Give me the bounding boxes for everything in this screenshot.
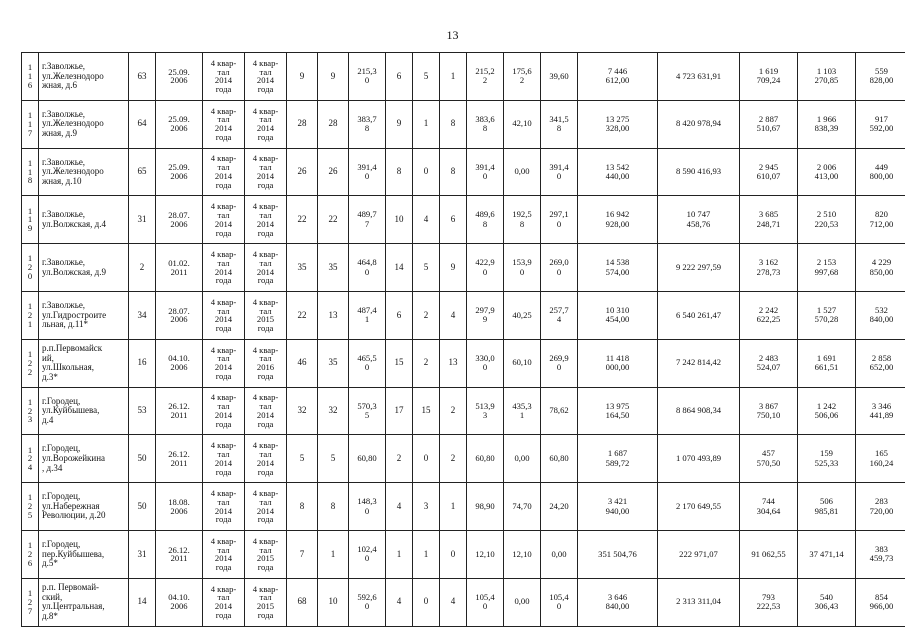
cell-regional-share: 3 867 750,10 bbox=[740, 387, 798, 435]
cell-rooms-private: 8 bbox=[440, 100, 467, 148]
cell-cost-total: 1 687 589,72 bbox=[578, 435, 658, 483]
cell-residents-relocated: 28 bbox=[318, 100, 349, 148]
cell-residents-total: 32 bbox=[287, 387, 318, 435]
cell-area-private: 105,4 0 bbox=[541, 578, 578, 626]
cell-fund-share: 10 747 458,76 bbox=[658, 196, 740, 244]
cell-regional-share: 2 242 622,25 bbox=[740, 291, 798, 339]
cell-area-relocated: 215,2 2 bbox=[467, 53, 504, 101]
cell-area-total: 215,3 0 bbox=[349, 53, 386, 101]
cell-municipal-share: 159 525,33 bbox=[798, 435, 856, 483]
cell-end-quarter: 4 квар- тал 2014 года bbox=[245, 196, 287, 244]
cell-address: г.Заволжье, ул.Волжская, д.9 bbox=[39, 244, 129, 292]
cell-rooms-total: 6 bbox=[386, 53, 413, 101]
cell-area-municipal: 435,3 1 bbox=[504, 387, 541, 435]
cell-fund-share: 2 313 311,04 bbox=[658, 578, 740, 626]
cell-fund-share: 1 070 493,89 bbox=[658, 435, 740, 483]
cell-row-number: 1 2 4 bbox=[22, 435, 39, 483]
cell-start-quarter: 4 квар- тал 2014 года bbox=[203, 291, 245, 339]
cell-extra-share: 854 966,00 bbox=[856, 578, 905, 626]
cell-extra-share: 4 229 850,00 bbox=[856, 244, 905, 292]
cell-rooms-private: 1 bbox=[440, 483, 467, 531]
cell-house-number: 34 bbox=[129, 291, 156, 339]
cell-cost-total: 16 942 928,00 bbox=[578, 196, 658, 244]
cell-regional-share: 3 162 278,73 bbox=[740, 244, 798, 292]
cell-cost-total: 11 418 000,00 bbox=[578, 339, 658, 387]
cell-residents-relocated: 10 bbox=[318, 578, 349, 626]
cell-area-private: 257,7 4 bbox=[541, 291, 578, 339]
cell-area-relocated: 489,6 8 bbox=[467, 196, 504, 244]
cell-area-total: 464,8 0 bbox=[349, 244, 386, 292]
cell-regional-share: 3 685 248,71 bbox=[740, 196, 798, 244]
cell-area-total: 465,5 0 bbox=[349, 339, 386, 387]
cell-area-total: 592,6 0 bbox=[349, 578, 386, 626]
cell-area-private: 39,60 bbox=[541, 53, 578, 101]
cell-address: г.Заволжье, ул.Железнодоро жная, д.10 bbox=[39, 148, 129, 196]
cell-rooms-private: 4 bbox=[440, 291, 467, 339]
table-row bbox=[22, 339, 905, 387]
cell-area-municipal: 153,9 0 bbox=[504, 244, 541, 292]
cell-area-private: 341,5 8 bbox=[541, 100, 578, 148]
cell-rooms-total: 17 bbox=[386, 387, 413, 435]
table-row bbox=[22, 530, 905, 578]
cell-cost-total: 3 421 940,00 bbox=[578, 483, 658, 531]
cell-residents-total: 9 bbox=[287, 53, 318, 101]
cell-area-relocated: 330,0 0 bbox=[467, 339, 504, 387]
cell-cost-total: 351 504,76 bbox=[578, 530, 658, 578]
cell-end-quarter: 4 квар- тал 2014 года bbox=[245, 483, 287, 531]
cell-residents-relocated: 22 bbox=[318, 196, 349, 244]
cell-date: 04.10. 2006 bbox=[156, 339, 203, 387]
cell-date: 25.09. 2006 bbox=[156, 148, 203, 196]
cell-address: р.п. Первомай- ский, ул.Центральная, д.8* bbox=[39, 578, 129, 626]
table-row bbox=[22, 100, 905, 148]
cell-area-total: 102,4 0 bbox=[349, 530, 386, 578]
cell-extra-share: 917 592,00 bbox=[856, 100, 905, 148]
cell-address: г.Заволжье, ул.Гидростроите льная, д.11* bbox=[39, 291, 129, 339]
cell-area-total: 148,3 0 bbox=[349, 483, 386, 531]
cell-area-relocated: 383,6 8 bbox=[467, 100, 504, 148]
cell-regional-share: 457 570,50 bbox=[740, 435, 798, 483]
cell-rooms-private: 4 bbox=[440, 578, 467, 626]
cell-area-relocated: 98,90 bbox=[467, 483, 504, 531]
cell-row-number: 1 1 9 bbox=[22, 196, 39, 244]
cell-residents-relocated: 32 bbox=[318, 387, 349, 435]
cell-area-municipal: 12,10 bbox=[504, 530, 541, 578]
table-row bbox=[22, 435, 905, 483]
cell-rooms-total: 4 bbox=[386, 483, 413, 531]
cell-start-quarter: 4 квар- тал 2014 года bbox=[203, 387, 245, 435]
cell-rooms-total: 4 bbox=[386, 578, 413, 626]
cell-residents-relocated: 13 bbox=[318, 291, 349, 339]
cell-fund-share: 8 590 416,93 bbox=[658, 148, 740, 196]
cell-area-municipal: 40,25 bbox=[504, 291, 541, 339]
cell-end-quarter: 4 квар- тал 2014 года bbox=[245, 100, 287, 148]
cell-area-municipal: 0,00 bbox=[504, 578, 541, 626]
cell-municipal-share: 1 691 661,51 bbox=[798, 339, 856, 387]
cell-date: 28.07. 2006 bbox=[156, 196, 203, 244]
cell-area-municipal: 175,6 2 bbox=[504, 53, 541, 101]
cell-house-number: 64 bbox=[129, 100, 156, 148]
cell-house-number: 50 bbox=[129, 435, 156, 483]
cell-rooms-municipal: 0 bbox=[413, 578, 440, 626]
table-row bbox=[22, 196, 905, 244]
cell-cost-total: 13 975 164,50 bbox=[578, 387, 658, 435]
cell-rooms-municipal: 1 bbox=[413, 100, 440, 148]
table-row bbox=[22, 148, 905, 196]
cell-start-quarter: 4 квар- тал 2014 года bbox=[203, 435, 245, 483]
cell-area-total: 487,4 1 bbox=[349, 291, 386, 339]
cell-rooms-total: 6 bbox=[386, 291, 413, 339]
cell-cost-total: 3 646 840,00 bbox=[578, 578, 658, 626]
cell-start-quarter: 4 квар- тал 2014 года bbox=[203, 483, 245, 531]
cell-residents-relocated: 35 bbox=[318, 339, 349, 387]
cell-extra-share: 283 720,00 bbox=[856, 483, 905, 531]
cell-address: г.Заволжье, ул.Волжская, д.4 bbox=[39, 196, 129, 244]
cell-rooms-total: 10 bbox=[386, 196, 413, 244]
cell-end-quarter: 4 квар- тал 2015 года bbox=[245, 291, 287, 339]
cell-row-number: 1 2 5 bbox=[22, 483, 39, 531]
cell-end-quarter: 4 квар- тал 2014 года bbox=[245, 53, 287, 101]
cell-rooms-private: 1 bbox=[440, 53, 467, 101]
cell-residents-total: 28 bbox=[287, 100, 318, 148]
table-row bbox=[22, 53, 905, 101]
cell-fund-share: 8 864 908,34 bbox=[658, 387, 740, 435]
cell-fund-share: 222 971,07 bbox=[658, 530, 740, 578]
cell-municipal-share: 1 966 838,39 bbox=[798, 100, 856, 148]
cell-rooms-total: 2 bbox=[386, 435, 413, 483]
cell-area-total: 391,4 0 bbox=[349, 148, 386, 196]
cell-extra-share: 559 828,00 bbox=[856, 53, 905, 101]
cell-residents-relocated: 35 bbox=[318, 244, 349, 292]
cell-row-number: 1 2 1 bbox=[22, 291, 39, 339]
cell-rooms-total: 9 bbox=[386, 100, 413, 148]
cell-area-private: 24,20 bbox=[541, 483, 578, 531]
cell-cost-total: 7 446 612,00 bbox=[578, 53, 658, 101]
cell-municipal-share: 2 153 997,68 bbox=[798, 244, 856, 292]
cell-date: 26.12. 2011 bbox=[156, 530, 203, 578]
cell-end-quarter: 4 квар- тал 2015 года bbox=[245, 530, 287, 578]
cell-house-number: 16 bbox=[129, 339, 156, 387]
cell-rooms-private: 13 bbox=[440, 339, 467, 387]
cell-fund-share: 4 723 631,91 bbox=[658, 53, 740, 101]
cell-start-quarter: 4 квар- тал 2014 года bbox=[203, 100, 245, 148]
cell-rooms-municipal: 5 bbox=[413, 244, 440, 292]
cell-municipal-share: 540 306,43 bbox=[798, 578, 856, 626]
cell-house-number: 31 bbox=[129, 530, 156, 578]
cell-cost-total: 13 275 328,00 bbox=[578, 100, 658, 148]
cell-fund-share: 6 540 261,47 bbox=[658, 291, 740, 339]
cell-address: г.Городец, ул.Набережная Революции, д.20 bbox=[39, 483, 129, 531]
cell-municipal-share: 1 242 506,06 bbox=[798, 387, 856, 435]
cell-rooms-private: 2 bbox=[440, 435, 467, 483]
cell-date: 28.07. 2006 bbox=[156, 291, 203, 339]
cell-municipal-share: 506 985,81 bbox=[798, 483, 856, 531]
table-row bbox=[22, 291, 905, 339]
cell-address: г.Городец, ул.Ворожейкина , д.34 bbox=[39, 435, 129, 483]
cell-area-relocated: 513,9 3 bbox=[467, 387, 504, 435]
cell-municipal-share: 1 103 270,85 bbox=[798, 53, 856, 101]
cell-area-private: 269,9 0 bbox=[541, 339, 578, 387]
cell-rooms-private: 6 bbox=[440, 196, 467, 244]
cell-area-private: 78,62 bbox=[541, 387, 578, 435]
cell-residents-total: 5 bbox=[287, 435, 318, 483]
cell-fund-share: 9 222 297,59 bbox=[658, 244, 740, 292]
cell-residents-relocated: 9 bbox=[318, 53, 349, 101]
cell-area-private: 391,4 0 bbox=[541, 148, 578, 196]
cell-address: г.Городец, ул.Куйбышева, д.4 bbox=[39, 387, 129, 435]
cell-address: г.Заволжье, ул.Железнодоро жная, д.6 bbox=[39, 53, 129, 101]
cell-area-total: 570,3 5 bbox=[349, 387, 386, 435]
cell-rooms-municipal: 5 bbox=[413, 53, 440, 101]
cell-area-relocated: 105,4 0 bbox=[467, 578, 504, 626]
cell-house-number: 14 bbox=[129, 578, 156, 626]
cell-rooms-total: 14 bbox=[386, 244, 413, 292]
cell-row-number: 1 2 3 bbox=[22, 387, 39, 435]
cell-area-relocated: 297,9 9 bbox=[467, 291, 504, 339]
cell-row-number: 1 1 7 bbox=[22, 100, 39, 148]
cell-fund-share: 7 242 814,42 bbox=[658, 339, 740, 387]
cell-area-private: 297,1 0 bbox=[541, 196, 578, 244]
cell-area-municipal: 42,10 bbox=[504, 100, 541, 148]
cell-end-quarter: 4 квар- тал 2014 года bbox=[245, 148, 287, 196]
cell-area-municipal: 192,5 8 bbox=[504, 196, 541, 244]
cell-date: 26.12. 2011 bbox=[156, 387, 203, 435]
cell-end-quarter: 4 квар- тал 2014 года bbox=[245, 244, 287, 292]
cell-row-number: 1 1 8 bbox=[22, 148, 39, 196]
page-number: 13 bbox=[446, 28, 459, 42]
cell-house-number: 63 bbox=[129, 53, 156, 101]
cell-residents-total: 22 bbox=[287, 291, 318, 339]
cell-residents-total: 68 bbox=[287, 578, 318, 626]
cell-residents-relocated: 1 bbox=[318, 530, 349, 578]
cell-start-quarter: 4 квар- тал 2014 года bbox=[203, 148, 245, 196]
cell-cost-total: 14 538 574,00 bbox=[578, 244, 658, 292]
housing-program-table bbox=[21, 52, 905, 627]
cell-area-relocated: 60,80 bbox=[467, 435, 504, 483]
cell-row-number: 1 2 6 bbox=[22, 530, 39, 578]
cell-regional-share: 2 887 510,67 bbox=[740, 100, 798, 148]
cell-extra-share: 2 858 652,00 bbox=[856, 339, 905, 387]
cell-date: 01.02. 2011 bbox=[156, 244, 203, 292]
cell-address: г.Городец, пер.Куйбышева, д.5* bbox=[39, 530, 129, 578]
cell-area-relocated: 422,9 0 bbox=[467, 244, 504, 292]
table-body bbox=[22, 53, 905, 627]
cell-rooms-private: 2 bbox=[440, 387, 467, 435]
cell-regional-share: 2 483 524,07 bbox=[740, 339, 798, 387]
cell-address: р.п.Первомайск ий, ул.Школьная, д.3* bbox=[39, 339, 129, 387]
cell-end-quarter: 4 квар- тал 2015 года bbox=[245, 578, 287, 626]
cell-rooms-municipal: 4 bbox=[413, 196, 440, 244]
cell-rooms-municipal: 15 bbox=[413, 387, 440, 435]
cell-house-number: 53 bbox=[129, 387, 156, 435]
table-row bbox=[22, 483, 905, 531]
cell-area-municipal: 0,00 bbox=[504, 435, 541, 483]
cell-start-quarter: 4 квар- тал 2014 года bbox=[203, 244, 245, 292]
cell-address: г.Заволжье, ул.Железнодоро жная, д.9 bbox=[39, 100, 129, 148]
cell-end-quarter: 4 квар- тал 2016 года bbox=[245, 339, 287, 387]
cell-start-quarter: 4 квар- тал 2014 года bbox=[203, 578, 245, 626]
cell-row-number: 1 2 7 bbox=[22, 578, 39, 626]
cell-area-total: 383,7 8 bbox=[349, 100, 386, 148]
cell-area-total: 489,7 7 bbox=[349, 196, 386, 244]
cell-area-private: 269,0 0 bbox=[541, 244, 578, 292]
cell-rooms-private: 9 bbox=[440, 244, 467, 292]
cell-residents-total: 7 bbox=[287, 530, 318, 578]
cell-regional-share: 744 304,64 bbox=[740, 483, 798, 531]
cell-row-number: 1 2 2 bbox=[22, 339, 39, 387]
cell-row-number: 1 2 0 bbox=[22, 244, 39, 292]
cell-end-quarter: 4 квар- тал 2014 года bbox=[245, 387, 287, 435]
cell-residents-total: 35 bbox=[287, 244, 318, 292]
cell-rooms-total: 1 bbox=[386, 530, 413, 578]
cell-cost-total: 13 542 440,00 bbox=[578, 148, 658, 196]
cell-rooms-total: 8 bbox=[386, 148, 413, 196]
cell-house-number: 65 bbox=[129, 148, 156, 196]
cell-rooms-private: 8 bbox=[440, 148, 467, 196]
cell-regional-share: 793 222,53 bbox=[740, 578, 798, 626]
cell-area-total: 60,80 bbox=[349, 435, 386, 483]
cell-extra-share: 820 712,00 bbox=[856, 196, 905, 244]
cell-area-private: 0,00 bbox=[541, 530, 578, 578]
cell-row-number: 1 1 6 bbox=[22, 53, 39, 101]
cell-house-number: 2 bbox=[129, 244, 156, 292]
cell-date: 25.09. 2006 bbox=[156, 100, 203, 148]
cell-residents-total: 46 bbox=[287, 339, 318, 387]
cell-municipal-share: 37 471,14 bbox=[798, 530, 856, 578]
cell-fund-share: 2 170 649,55 bbox=[658, 483, 740, 531]
cell-end-quarter: 4 квар- тал 2014 года bbox=[245, 435, 287, 483]
cell-rooms-municipal: 0 bbox=[413, 435, 440, 483]
cell-residents-total: 22 bbox=[287, 196, 318, 244]
cell-rooms-municipal: 3 bbox=[413, 483, 440, 531]
cell-cost-total: 10 310 454,00 bbox=[578, 291, 658, 339]
cell-residents-relocated: 26 bbox=[318, 148, 349, 196]
cell-date: 25.09. 2006 bbox=[156, 53, 203, 101]
cell-area-relocated: 12,10 bbox=[467, 530, 504, 578]
cell-house-number: 50 bbox=[129, 483, 156, 531]
cell-date: 26.12. 2011 bbox=[156, 435, 203, 483]
cell-rooms-municipal: 1 bbox=[413, 530, 440, 578]
cell-extra-share: 449 800,00 bbox=[856, 148, 905, 196]
cell-area-municipal: 0,00 bbox=[504, 148, 541, 196]
cell-regional-share: 1 619 709,24 bbox=[740, 53, 798, 101]
cell-extra-share: 532 840,00 bbox=[856, 291, 905, 339]
cell-extra-share: 383 459,73 bbox=[856, 530, 905, 578]
cell-municipal-share: 2 006 413,00 bbox=[798, 148, 856, 196]
cell-rooms-total: 15 bbox=[386, 339, 413, 387]
cell-extra-share: 165 160,24 bbox=[856, 435, 905, 483]
cell-municipal-share: 2 510 220,53 bbox=[798, 196, 856, 244]
cell-fund-share: 8 420 978,94 bbox=[658, 100, 740, 148]
cell-rooms-municipal: 2 bbox=[413, 339, 440, 387]
cell-house-number: 31 bbox=[129, 196, 156, 244]
cell-date: 04.10. 2006 bbox=[156, 578, 203, 626]
cell-rooms-municipal: 0 bbox=[413, 148, 440, 196]
cell-rooms-municipal: 2 bbox=[413, 291, 440, 339]
cell-regional-share: 2 945 610,07 bbox=[740, 148, 798, 196]
cell-rooms-private: 0 bbox=[440, 530, 467, 578]
cell-residents-relocated: 8 bbox=[318, 483, 349, 531]
cell-area-municipal: 74,70 bbox=[504, 483, 541, 531]
cell-residents-relocated: 5 bbox=[318, 435, 349, 483]
cell-area-relocated: 391,4 0 bbox=[467, 148, 504, 196]
cell-start-quarter: 4 квар- тал 2014 года bbox=[203, 53, 245, 101]
cell-regional-share: 91 062,55 bbox=[740, 530, 798, 578]
cell-area-municipal: 60,10 bbox=[504, 339, 541, 387]
table-row bbox=[22, 244, 905, 292]
cell-municipal-share: 1 527 570,28 bbox=[798, 291, 856, 339]
cell-start-quarter: 4 квар- тал 2014 года bbox=[203, 530, 245, 578]
cell-extra-share: 3 346 441,89 bbox=[856, 387, 905, 435]
table-row bbox=[22, 387, 905, 435]
table-row bbox=[22, 578, 905, 626]
cell-start-quarter: 4 квар- тал 2014 года bbox=[203, 339, 245, 387]
cell-date: 18.08. 2006 bbox=[156, 483, 203, 531]
cell-residents-total: 26 bbox=[287, 148, 318, 196]
cell-residents-total: 8 bbox=[287, 483, 318, 531]
cell-start-quarter: 4 квар- тал 2014 года bbox=[203, 196, 245, 244]
cell-area-private: 60,80 bbox=[541, 435, 578, 483]
